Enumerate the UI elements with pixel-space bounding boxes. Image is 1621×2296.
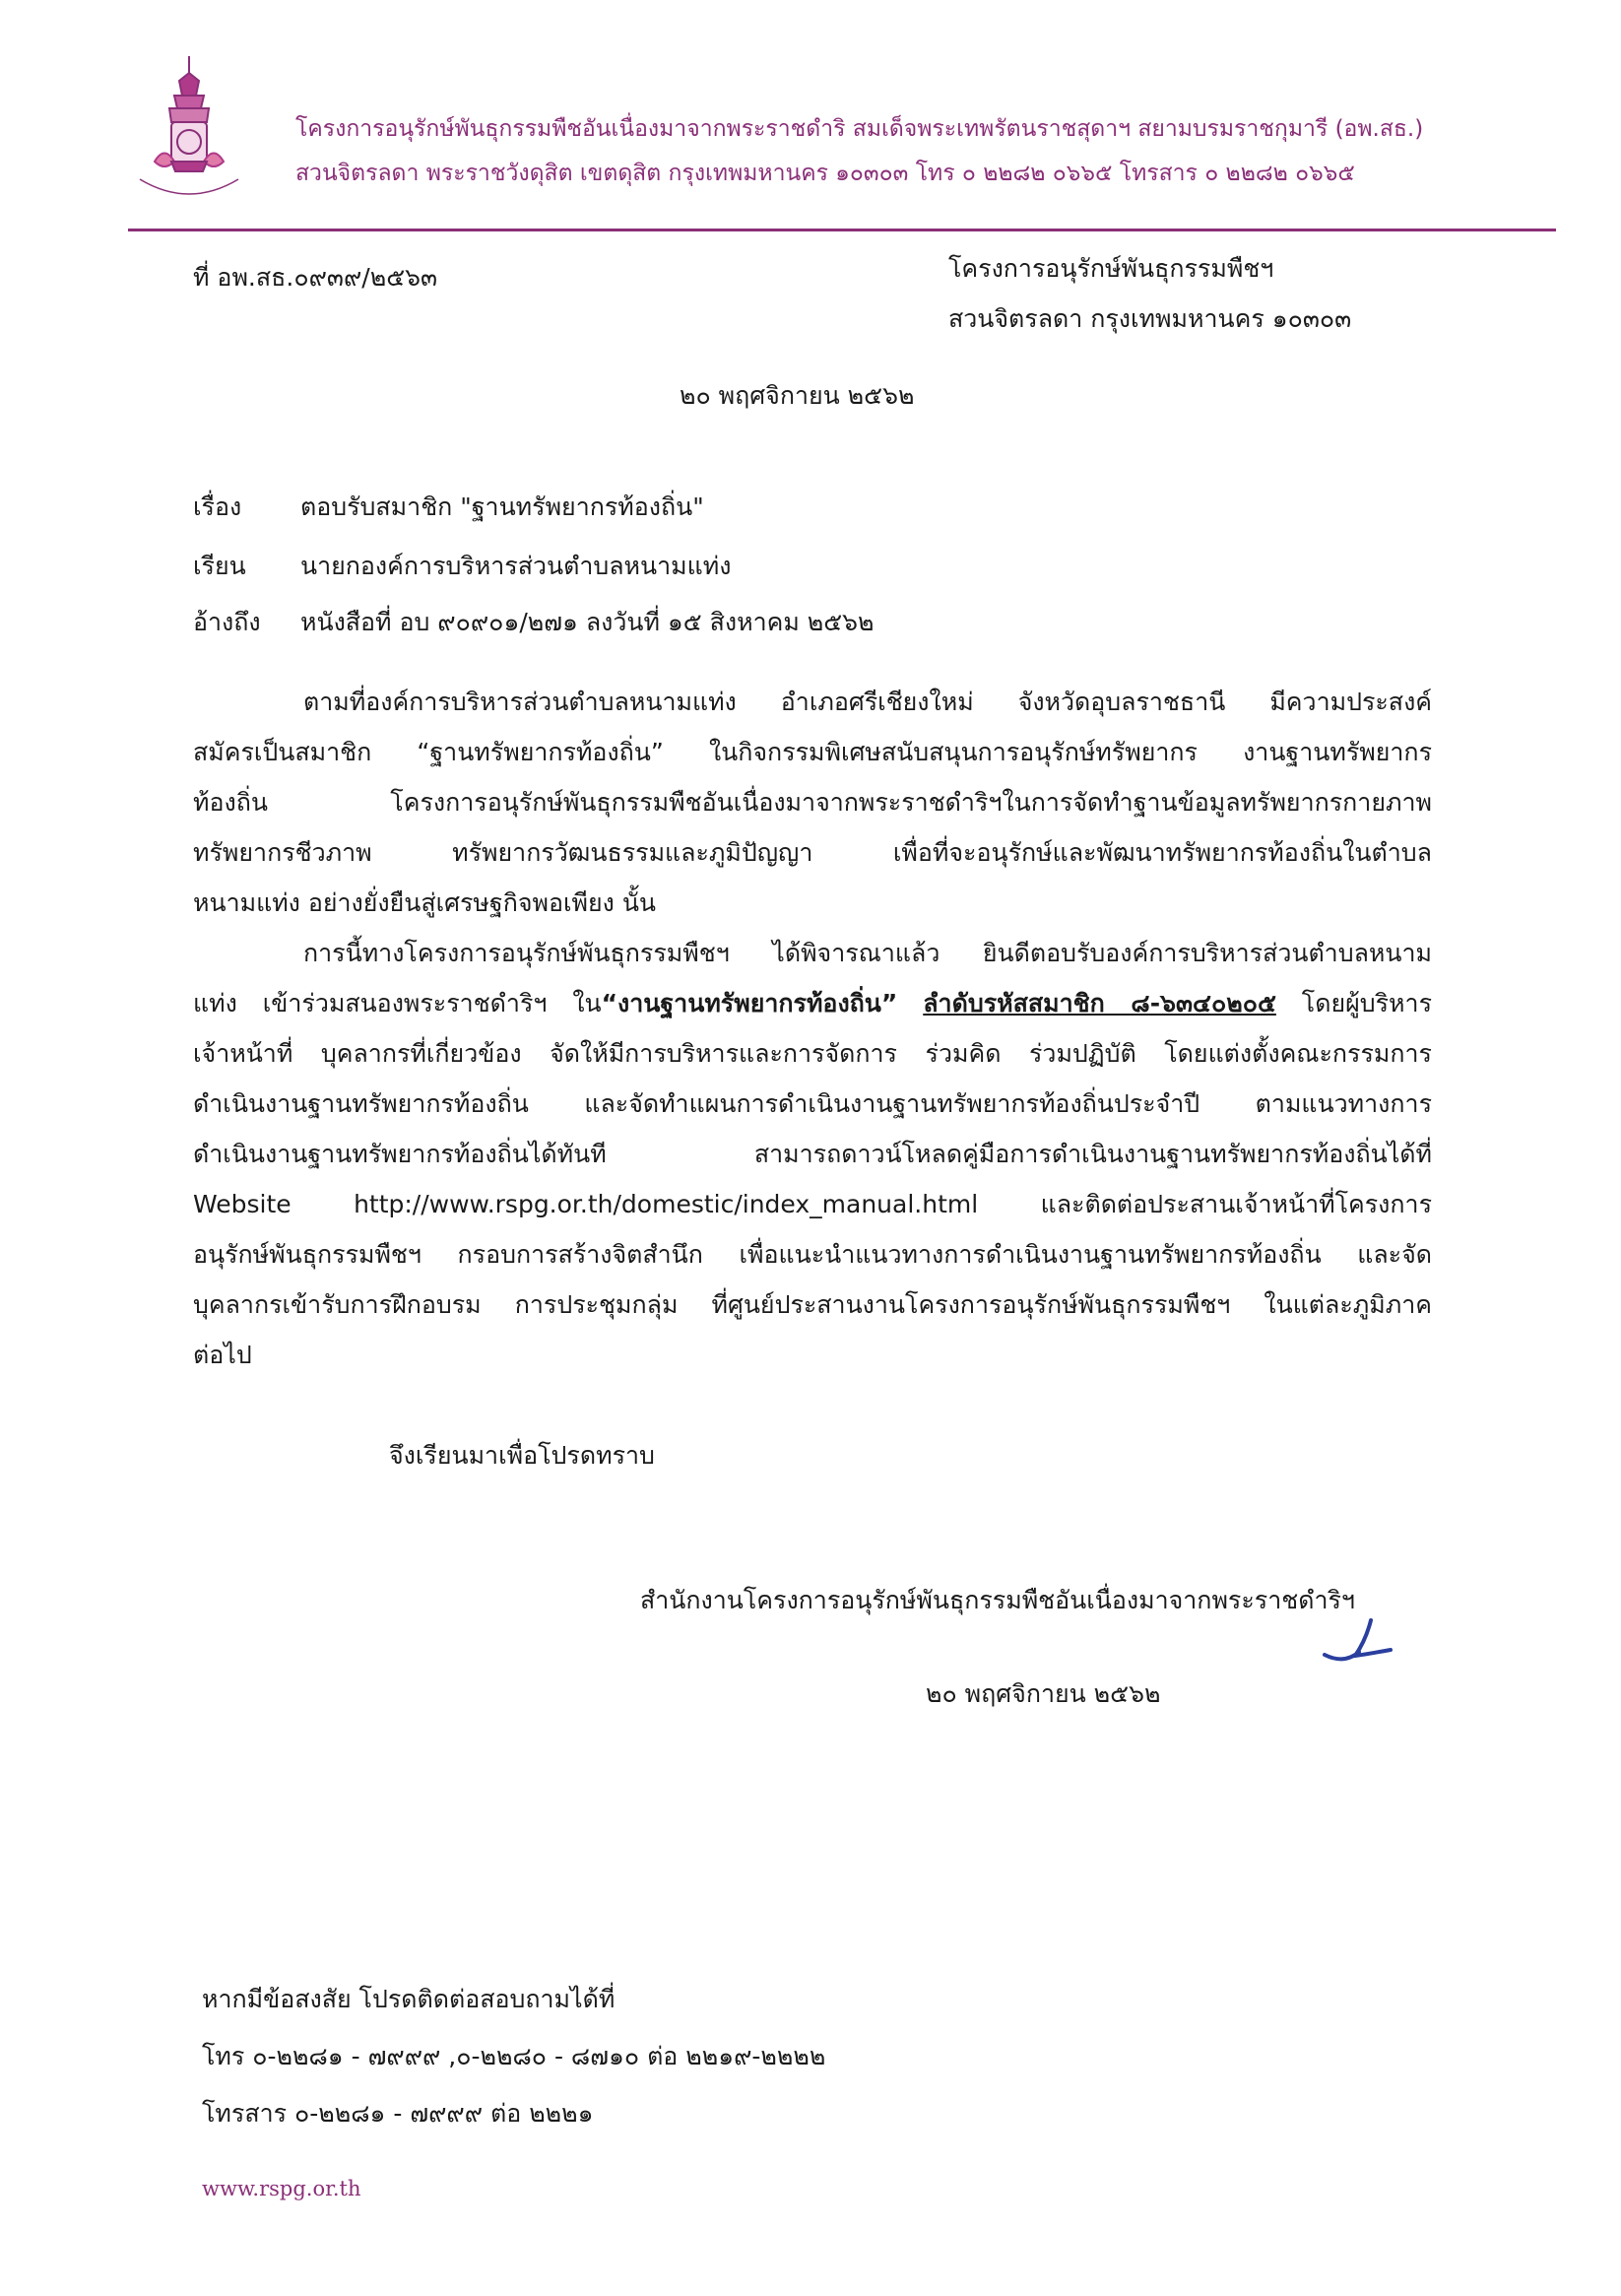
- sender-line-1: โครงการอนุรักษ์พันธุกรรมพืชฯ: [948, 254, 1274, 283]
- header-line-2: สวนจิตรลดา พระราชวังดุสิต เขตดุสิต กรุงเทพมหานคร ๑๐๓๐๓ โทร ๐ ๒๒๘๒ ๐๖๖๕ โทรสาร ๐ ๒๒๘๒ ๐๖๖๕: [295, 161, 1355, 186]
- paragraph-line: ต่อไป: [193, 1341, 252, 1369]
- contact-phone: โทร ๐-๒๒๘๑ - ๗๙๙๙ ,๐-๒๒๘๐ - ๘๗๑๐ ต่อ ๒๒๑๙-๒๒๒๒: [202, 2042, 826, 2070]
- sender-line-2: สวนจิตรลดา กรุงเทพมหานคร ๑๐๓๐๓: [948, 304, 1352, 333]
- paragraph-line: บุคลากรเข้ารับการฝึกอบรม การประชุมกลุ่ม ที่ศูนย์ประสานงานโครงการอนุรักษ์พันธุกรรมพืชฯ ในแต่ละภูมิภาค: [193, 1290, 1432, 1319]
- contact-line-1: หากมีข้อสงสัย โปรดติดต่อสอบถามได้ที่: [202, 1985, 616, 2013]
- paragraph-line-membership: [193, 978, 1432, 1028]
- paragraph-line: สมัครเป็นสมาชิก “ฐานทรัพยากรท้องถิ่น” ในกิจกรรมพิเศษสนับสนุนการอนุรักษ์ทรัพยากร งานฐานทรัพยากร: [193, 738, 1432, 766]
- subject-label: เรื่อง: [193, 492, 242, 521]
- signoff-office: สำนักงานโครงการอนุรักษ์พันธุกรรมพืชอันเนื่องมาจากพระราชดำริฯ: [640, 1586, 1355, 1614]
- contact-fax: โทรสาร ๐-๒๒๘๑ - ๗๙๙๙ ต่อ ๒๒๒๑: [202, 2099, 594, 2128]
- reference-number: ที่ อพ.สธ.๐๙๓๙/๒๕๖๓: [193, 263, 438, 292]
- paragraph-line: อนุรักษ์พันธุกรรมพืชฯ กรอบการสร้างจิตสำนึก เพื่อแนะนำแนวทางการดำเนินงานฐานทรัพยากรท้องถิ่น และจัด: [193, 1240, 1432, 1269]
- closing-phrase: จึงเรียนมาเพื่อโปรดทราบ: [389, 1441, 655, 1470]
- header-divider: [128, 229, 1556, 231]
- paragraph-line-website: Website http://www.rspg.or.th/domestic/index_manual.html และติดต่อประสานเจ้าหน้าที่โครงการ: [193, 1190, 1432, 1218]
- subject-value: ตอบรับสมาชิก "ฐานทรัพยากรท้องถิ่น": [300, 492, 704, 521]
- rspg-emblem-icon: [130, 51, 268, 209]
- header-line-1: โครงการอนุรักษ์พันธุกรรมพืชอันเนื่องมาจากพระราชดำริ สมเด็จพระเทพรัตนราชสุดาฯ สยามบรมราชกุมารี (อพ.สธ.): [295, 116, 1424, 142]
- paragraph-text: แท่ง เข้าร่วมสนองพระราชดำริฯ ใน: [193, 989, 602, 1017]
- reference-label: อ้างถึง: [193, 608, 261, 636]
- paragraph-line: ดำเนินงานฐานทรัพยากรท้องถิ่น และจัดทำแผนการดำเนินงานฐานทรัพยากรท้องถิ่นประจำปี ตามแนวทางการ: [193, 1089, 1432, 1118]
- reference-value: หนังสือที่ อบ ๙๐๙๐๑/๒๗๑ ลงวันที่ ๑๕ สิงหาคม ๒๕๖๒: [300, 608, 875, 636]
- signature-icon: [1320, 1610, 1398, 1670]
- footer-website-link[interactable]: www.rspg.or.th: [202, 2177, 361, 2200]
- paragraph-line: ท้องถิ่น โครงการอนุรักษ์พันธุกรรมพืชอันเนื่องมาจากพระราชดำริฯในการจัดทำฐานข้อมูลทรัพยากรกายภาพ: [193, 788, 1432, 817]
- signoff-date: ๒๐ พฤศจิกายน ๒๕๖๒: [926, 1679, 1161, 1708]
- paragraph-line: หนามแท่ง อย่างยั่งยืนสู่เศรษฐกิจพอเพียง นั้น: [193, 888, 656, 917]
- body-paragraph-2: [193, 928, 1432, 1380]
- to-label: เรียน: [193, 552, 246, 580]
- paragraph-line: ตามที่องค์การบริหารส่วนตำบลหนามแท่ง อำเภอศรีเชียงใหม่ จังหวัดอุบลราชธานี มีความประสงค์: [303, 688, 1432, 716]
- paragraph-line: การนี้ทางโครงการอนุรักษ์พันธุกรรมพืชฯ ได้พิจารณาแล้ว ยินดีตอบรับองค์การบริหารส่วนตำบลหนาม: [303, 939, 1432, 967]
- letter-date: ๒๐ พฤศจิกายน ๒๕๖๒: [680, 381, 915, 410]
- paragraph-line: ดำเนินงานฐานทรัพยากรท้องถิ่นได้ทันที สามารถดาวน์โหลดคู่มือการดำเนินงานฐานทรัพยากรท้องถิ่นได้ที่: [193, 1140, 1432, 1168]
- paragraph-line: ทรัพยากรชีวภาพ ทรัพยากรวัฒนธรรมและภูมิปัญญา เพื่อที่จะอนุรักษ์และพัฒนาทรัพยากรท้องถิ่นในตำบล: [193, 838, 1432, 867]
- to-value: นายกองค์การบริหารส่วนตำบลหนามแท่ง: [300, 552, 732, 580]
- paragraph-text: โดยผู้บริหาร: [1301, 989, 1432, 1017]
- program-name: “งานฐานทรัพยากรท้องถิ่น”: [601, 989, 898, 1017]
- body-paragraph-1: [193, 677, 1432, 928]
- paragraph-line: เจ้าหน้าที่ บุคลากรที่เกี่ยวข้อง จัดให้มีการบริหารและการจัดการ ร่วมคิด ร่วมปฏิบัติ โดยแต่งตั้งคณะกรรมการ: [193, 1039, 1432, 1068]
- member-code: ลำดับรหัสสมาชิก ๘-๖๓๔๐๒๐๕: [923, 989, 1276, 1017]
